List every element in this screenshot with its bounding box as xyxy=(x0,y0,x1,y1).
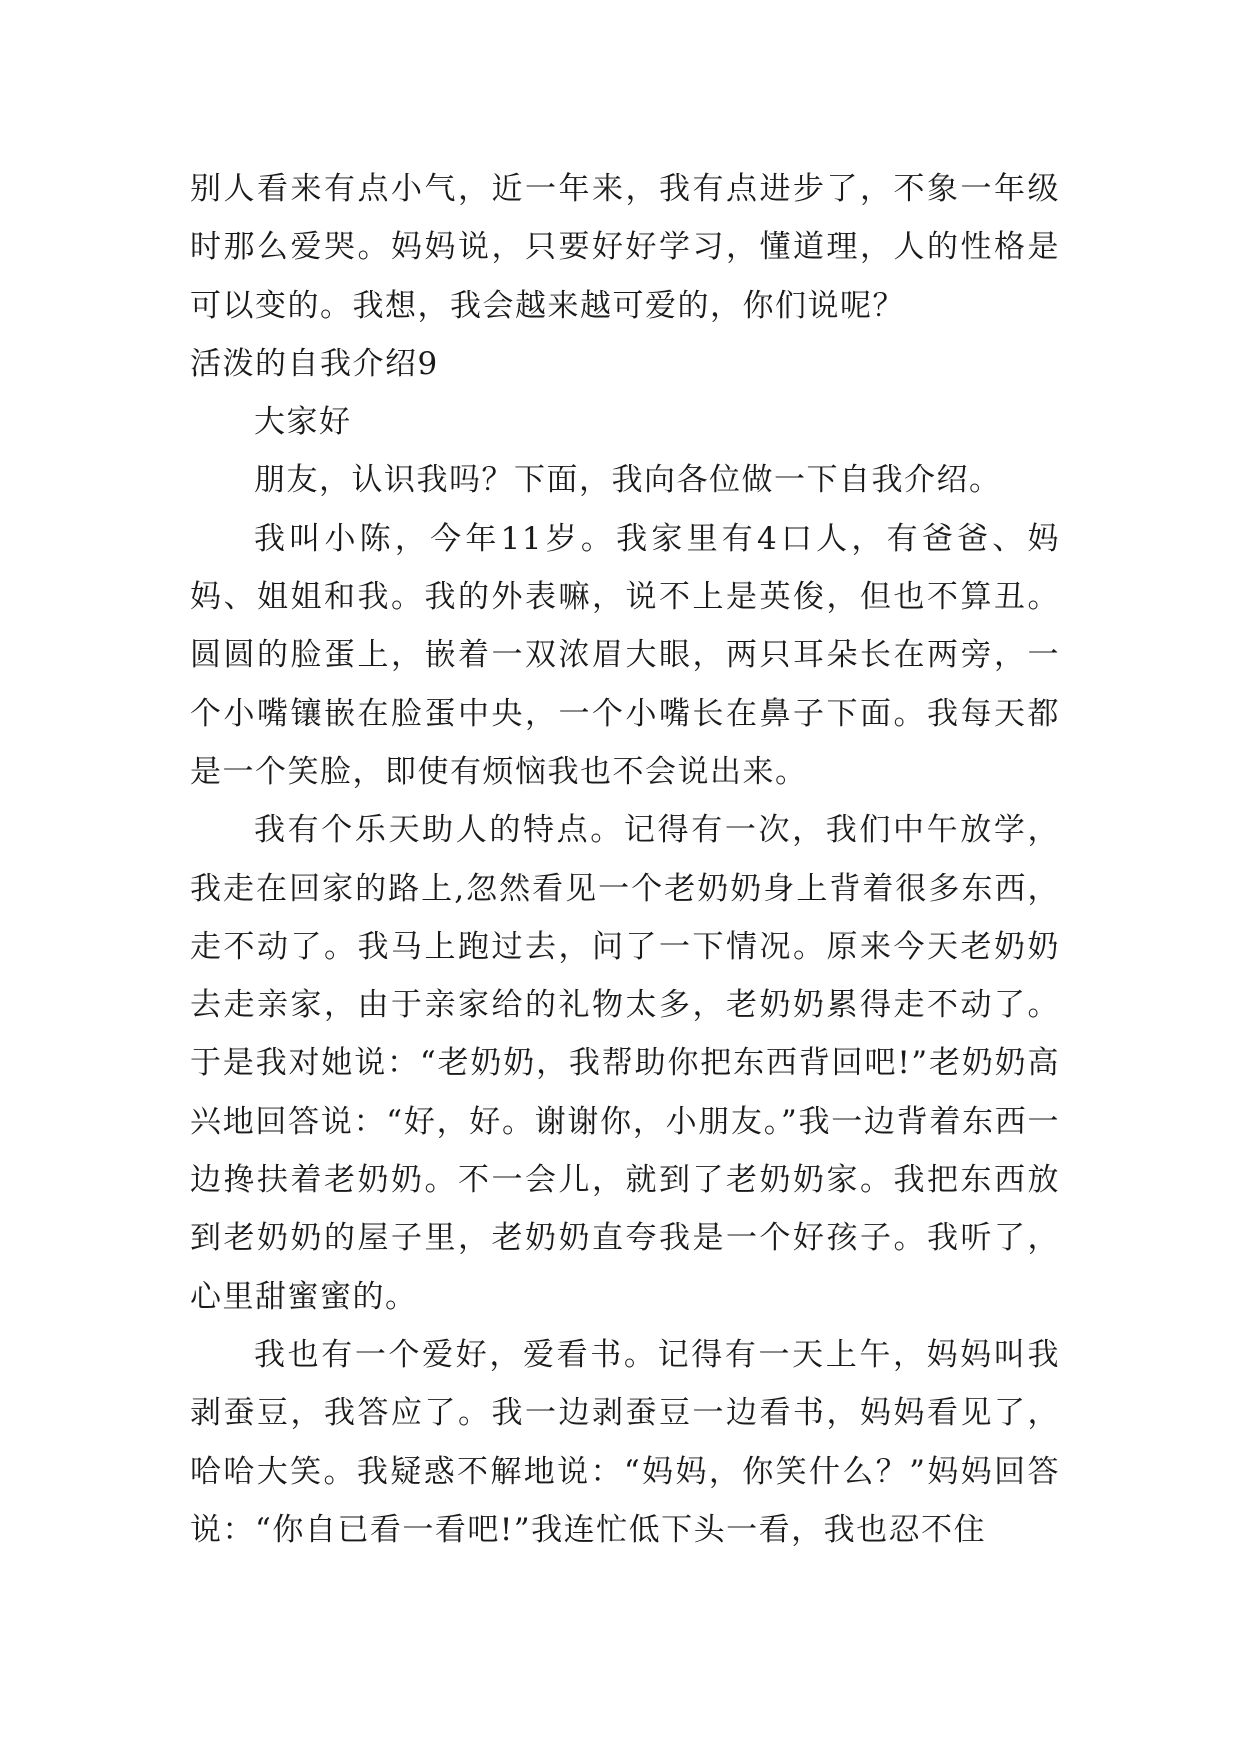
section-title: 活泼的自我介绍9 xyxy=(190,345,439,382)
paragraph-intro: 朋友，认识我吗？下面，我向各位做一下自我介绍。 xyxy=(254,462,1002,499)
paragraph-hobby: 我也有一个爱好，爱看书。记得有一天上午，妈妈叫我剥蚕豆，我答应了。我一边剥蚕豆一边看书，妈妈看见了，哈哈大笑。我疑惑不解地说：“妈妈，你笑什么？”妈妈回答说：“你自已看一看吧!”我连忙低下头一看，我也忍不住 xyxy=(190,1336,1060,1548)
paragraph-helping: 我有个乐天助人的特点。记得有一次，我们中午放学，我走在回家的路上,忽然看见一个老奶奶身上背着很多东西，走不动了。我马上跑过去，问了一下情况。原来今天老奶奶去走亲家，由于亲家给的礼物太多，老奶奶累得走不动了。于是我对她说：“老奶奶，我帮助你把东西背回吧!”老奶奶高兴地回答说：“好，好。谢谢你，小朋友。”我一边背着东西一边搀扶着老奶奶。不一会儿，就到了老奶奶家。我把东西放到老奶奶的屋子里，老奶奶直夸我是一个好孩子。我听了，心里甜蜜蜜的。 xyxy=(190,812,1060,1315)
paragraph-greeting: 大家好 xyxy=(254,404,352,441)
paragraph-family: 我叫小陈，今年11岁。我家里有4口人，有爸爸、妈妈、姐姐和我。我的外表嘛，说不上是英俊，但也不算丑。圆圆的脸蛋上，嵌着一双浓眉大眼，两只耳朵长在两旁，一个小嘴镶嵌在脸蛋中央，一个小嘴长在鼻子下面。我每天都是一个笑脸，即使有烦恼我也不会说出来。 xyxy=(190,520,1060,790)
document-body xyxy=(190,160,1060,1559)
continued-paragraph: 别人看来有点小气，近一年来，我有点进步了，不象一年级时那么爱哭。妈妈说，只要好好学习，懂道理，人的性格是可以变的。我想，我会越来越可爱的，你们说呢？ xyxy=(190,171,1060,324)
